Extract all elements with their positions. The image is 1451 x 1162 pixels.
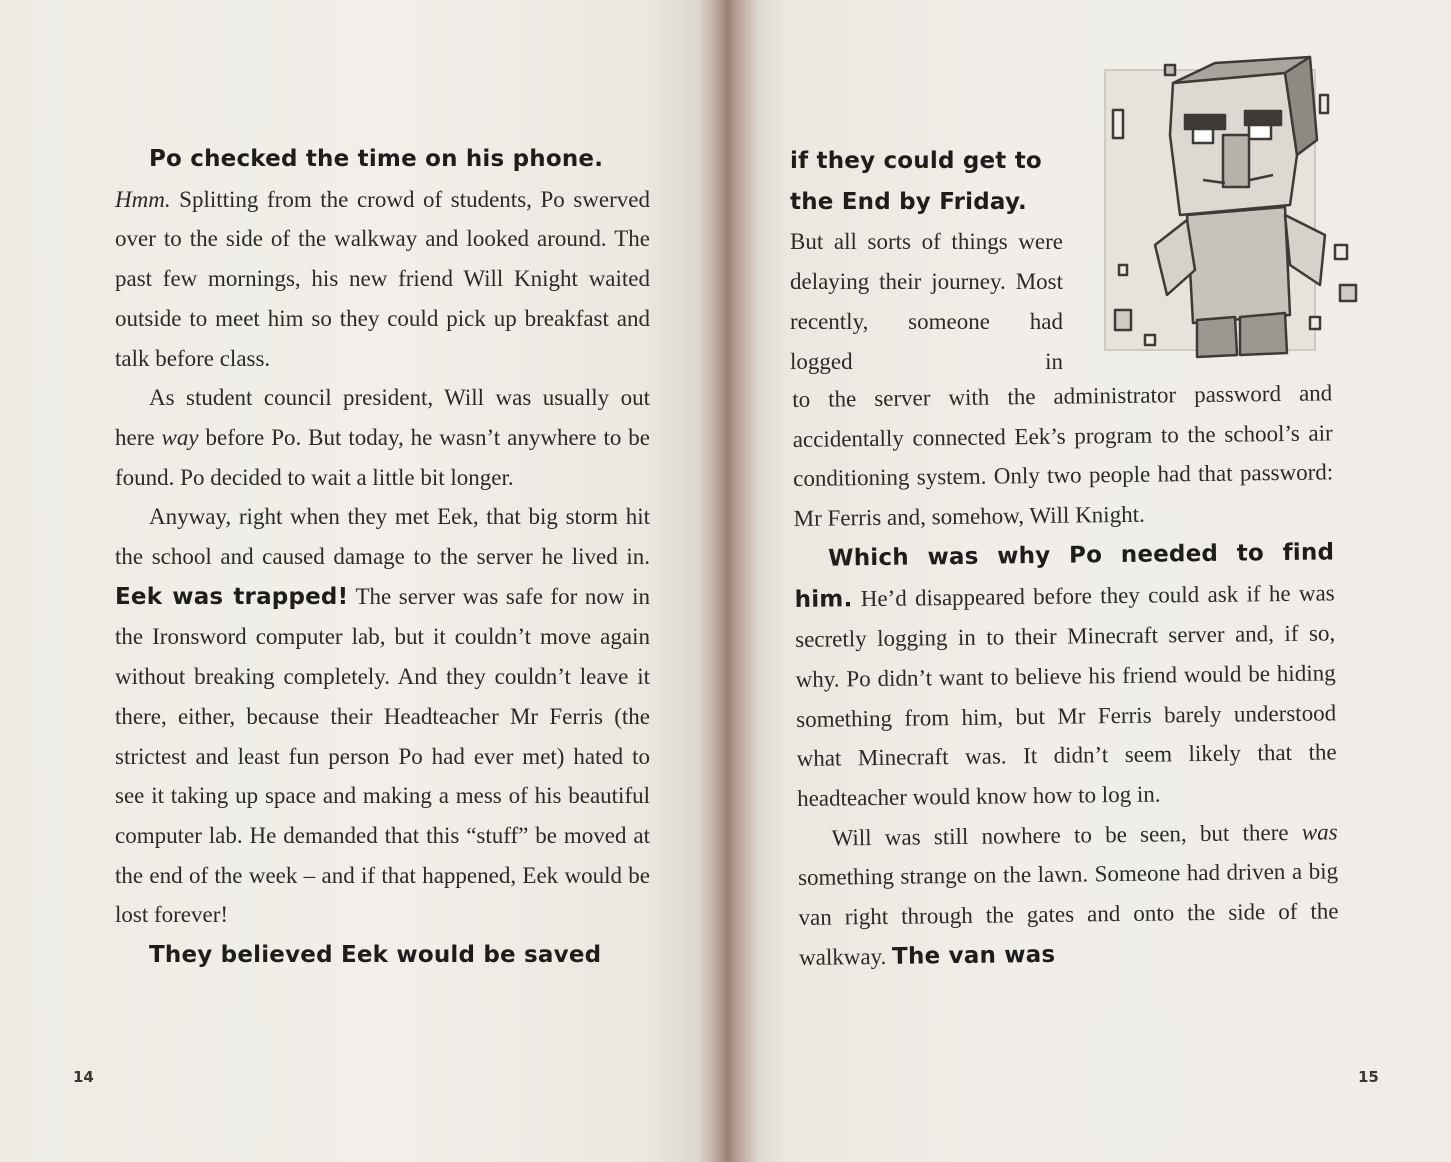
bold-text: The van was: [891, 941, 1056, 970]
paragraph-3: [115, 497, 650, 935]
body-text: But all sorts of things were delaying their journey. Most recently, someone had logged in: [790, 229, 1063, 374]
page-number: 14: [73, 1068, 94, 1086]
paragraph-2: [794, 532, 1337, 818]
villager-icon: [1105, 57, 1356, 357]
body-text: He’d disappeared before they could ask if he was secretly logging in to their Minecraft server and, if so, why. Po didn’t want to believe his friend would be hiding something from him, but Mr Ferris barely understood what Minecraft was. It didn’t seem likely that the headteacher would know how to log in.: [795, 579, 1337, 811]
paragraph-2: [115, 378, 650, 497]
paragraph-4: [115, 935, 650, 976]
paragraph-1-continued: [792, 373, 1334, 538]
italic-text: was: [1301, 819, 1338, 845]
right-page-top-text: [790, 141, 1063, 381]
body-paragraph: [790, 222, 1063, 381]
paragraph-3: [797, 812, 1339, 978]
bold-text: Eek was trapped!: [115, 583, 349, 610]
body-text: As student council president, Will was usually out here: [115, 385, 650, 450]
villager-illustration: [1085, 55, 1365, 375]
bold-lead: Po checked the time on his phone.: [149, 146, 604, 172]
bold-lead-paragraph: [790, 141, 1063, 222]
paragraph-1: [115, 139, 650, 378]
left-page-text: [115, 139, 650, 976]
body-text: Anyway, right when they met Eek, that big storm hit the school and caused damage to the server he lived in.: [115, 504, 650, 570]
italic-text: Hmm.: [115, 186, 171, 212]
right-page-main-text: [792, 373, 1339, 978]
body-text: before Po. But today, he wasn’t anywhere to be found. Po decided to wait a little bit longer.: [115, 424, 650, 490]
body-text: Splitting from the crowd of students, Po swerved over to the side of the walkway and looked around. The past few mornings, his new friend Will Knight waited outside to meet him so they could pick up breakfast and talk before class.: [115, 186, 650, 371]
body-text: The server was safe for now in the Ironsword computer lab, but it couldn’t move again without breaking completely. And they couldn’t leave it there, either, because their Headteacher Mr Ferris (the strictest and least fun person Po had ever met) hated to see it taking up space and making a mess of his beautiful computer lab. He demanded that this “stuff” be moved at the end of the week – and if that happened, Eek would be lost forever!: [115, 583, 650, 928]
body-text: Will was still nowhere to be seen, but there: [831, 819, 1302, 851]
bold-lead: if they could get to the End by Friday.: [790, 148, 1042, 215]
bold-text: They believed Eek would be saved: [149, 942, 602, 969]
book-gutter: [700, 0, 758, 1162]
page-number: 15: [1358, 1068, 1379, 1086]
body-text: to the server with the administrator password and accidentally connected Eek’s program to the school’s air conditioning system. Only two people had that password: Mr Ferris and, somehow, Will Knight.: [792, 380, 1334, 532]
bold-text: Which was why Po needed to find him.: [794, 539, 1335, 613]
body-text: something strange on the lawn. Someone had driven a big van right through the gates and onto the side of the walkway.: [797, 858, 1339, 970]
italic-text: way: [161, 424, 199, 450]
